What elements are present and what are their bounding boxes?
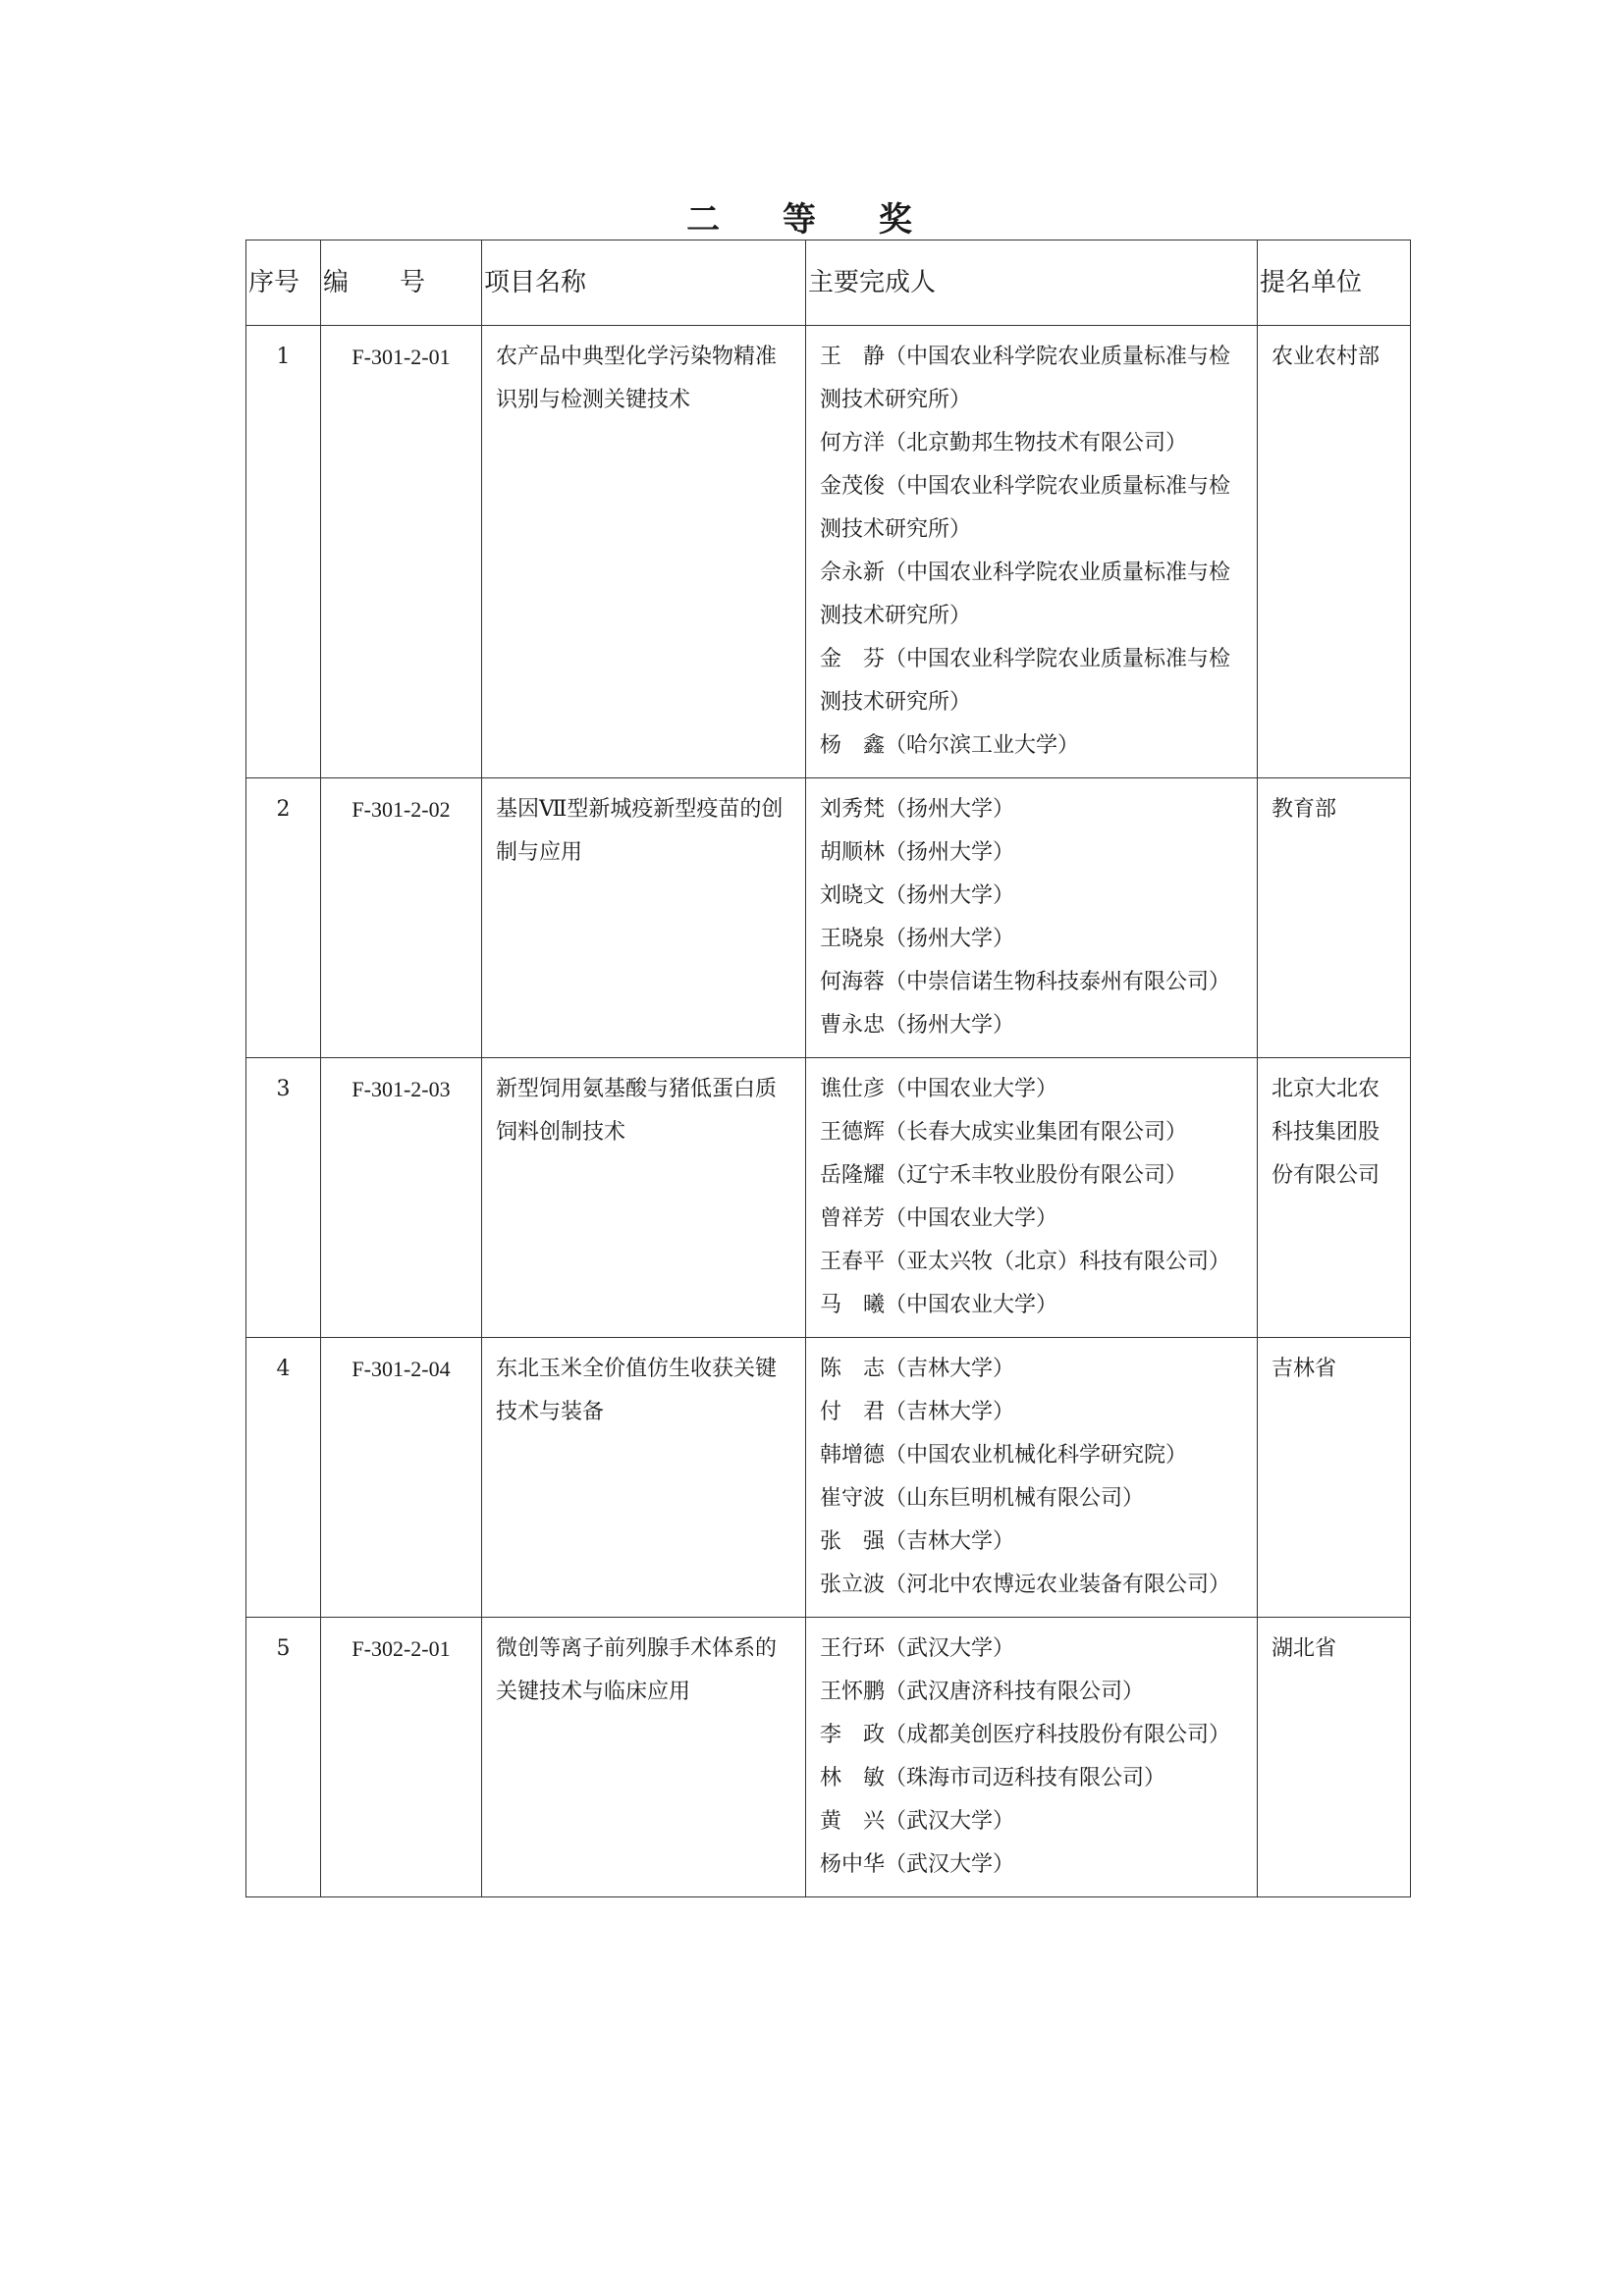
person-org: （长春大成实业集团有限公司） — [885, 1120, 1188, 1145]
person-org: （吉林大学） — [885, 1529, 1015, 1554]
person-org: （武汉大学） — [885, 1809, 1015, 1834]
person-name: 岳隆耀 — [820, 1163, 886, 1188]
row-unit: 教育部 — [1258, 778, 1411, 1058]
person-entry — [820, 1477, 1251, 1521]
row-code: F-302-2-01 — [321, 1618, 482, 1897]
row-seq: 2 — [246, 778, 321, 1058]
person-name: 李 政 — [820, 1723, 886, 1747]
row-project: 东北玉米全价值仿生收获关键技术与装备 — [482, 1338, 806, 1618]
person-entry — [820, 724, 1251, 768]
person-org: （中国农业大学） — [885, 1077, 1058, 1101]
person-org: （中国农业科学院农业质量标准与检测技术研究所） — [820, 647, 1231, 715]
row-code: F-301-2-04 — [321, 1338, 482, 1618]
person-org: （珠海市司迈科技有限公司） — [885, 1766, 1166, 1790]
person-org: （吉林大学） — [885, 1400, 1015, 1424]
person-org: （扬州大学） — [885, 1013, 1015, 1038]
row-seq: 3 — [246, 1058, 321, 1338]
person-name: 王 静 — [820, 345, 886, 369]
person-entry — [820, 831, 1251, 875]
row-unit: 北京大北农科技集团股份有限公司 — [1258, 1058, 1411, 1338]
person-name: 杨中华 — [820, 1852, 886, 1877]
person-org: （武汉唐济科技有限公司） — [885, 1680, 1145, 1704]
person-entry — [820, 422, 1251, 465]
person-entry — [820, 552, 1251, 638]
person-name: 胡顺林 — [820, 840, 886, 865]
row-code: F-301-2-01 — [321, 326, 482, 778]
person-org: （哈尔滨工业大学） — [885, 733, 1080, 758]
row-code: F-301-2-03 — [321, 1058, 482, 1338]
person-org: （北京勤邦生物技术有限公司） — [885, 431, 1188, 455]
person-entry — [820, 1348, 1251, 1391]
person-entry — [820, 788, 1251, 831]
row-people — [806, 778, 1258, 1058]
person-name: 刘晓文 — [820, 883, 886, 908]
person-entry — [820, 1004, 1251, 1047]
person-entry — [820, 1284, 1251, 1327]
row-people — [806, 326, 1258, 778]
person-entry — [820, 918, 1251, 961]
person-name: 谯仕彦 — [820, 1077, 886, 1101]
award-table — [245, 240, 1411, 1897]
person-name: 曹永忠 — [820, 1013, 886, 1038]
row-people — [806, 1338, 1258, 1618]
person-name: 王行环 — [820, 1636, 886, 1661]
table-row — [246, 1618, 1411, 1897]
person-entry — [820, 1843, 1251, 1887]
person-org: （扬州大学） — [885, 883, 1015, 908]
header-project: 项目名称 — [482, 240, 806, 326]
person-org: （吉林大学） — [885, 1357, 1015, 1381]
table-row — [246, 326, 1411, 778]
person-org: （中崇信诺生物科技泰州有限公司） — [885, 970, 1231, 994]
row-project: 微创等离子前列腺手术体系的关键技术与临床应用 — [482, 1618, 806, 1897]
row-people — [806, 1618, 1258, 1897]
person-entry — [820, 1671, 1251, 1714]
row-seq: 4 — [246, 1338, 321, 1618]
person-entry — [820, 336, 1251, 422]
header-code: 编 号 — [321, 240, 482, 326]
person-name: 王德辉 — [820, 1120, 886, 1145]
header-unit: 提名单位 — [1258, 240, 1411, 326]
page-title: 二 等 奖 — [686, 200, 938, 240]
person-entry — [820, 1111, 1251, 1154]
person-org: （辽宁禾丰牧业股份有限公司） — [885, 1163, 1188, 1188]
person-entry — [820, 875, 1251, 918]
row-unit: 湖北省 — [1258, 1618, 1411, 1897]
person-org: （扬州大学） — [885, 797, 1015, 822]
row-unit: 农业农村部 — [1258, 326, 1411, 778]
table-row — [246, 778, 1411, 1058]
person-name: 何方洋 — [820, 431, 886, 455]
row-project: 基因Ⅶ型新城疫新型疫苗的创制与应用 — [482, 778, 806, 1058]
person-entry — [820, 1757, 1251, 1800]
person-entry — [820, 1564, 1251, 1607]
person-org: （武汉大学） — [885, 1636, 1015, 1661]
person-entry — [820, 465, 1251, 552]
person-name: 刘秀梵 — [820, 797, 886, 822]
person-entry — [820, 1198, 1251, 1241]
person-name: 王怀鹏 — [820, 1680, 886, 1704]
person-name: 韩增德 — [820, 1443, 886, 1468]
person-org: （中国农业大学） — [885, 1206, 1058, 1231]
table-row — [246, 1058, 1411, 1338]
person-entry — [820, 1521, 1251, 1564]
person-org: （中国农业大学） — [885, 1293, 1058, 1317]
table-header-row — [246, 240, 1411, 326]
person-name: 佘永新 — [820, 561, 886, 585]
person-org: （中国农业科学院农业质量标准与检测技术研究所） — [820, 345, 1231, 412]
person-org: （河北中农博远农业装备有限公司） — [885, 1573, 1231, 1597]
row-project: 农产品中典型化学污染物精准识别与检测关键技术 — [482, 326, 806, 778]
person-name: 黄 兴 — [820, 1809, 886, 1834]
table-row — [246, 1338, 1411, 1618]
person-name: 曾祥芳 — [820, 1206, 886, 1231]
person-name: 杨 鑫 — [820, 733, 886, 758]
person-org: （扬州大学） — [885, 840, 1015, 865]
person-org: （扬州大学） — [885, 927, 1015, 951]
person-name: 金 芬 — [820, 647, 886, 671]
header-people: 主要完成人 — [806, 240, 1258, 326]
person-entry — [820, 1714, 1251, 1757]
person-name: 付 君 — [820, 1400, 886, 1424]
person-name: 王晓泉 — [820, 927, 886, 951]
person-name: 林 敏 — [820, 1766, 886, 1790]
person-name: 何海蓉 — [820, 970, 886, 994]
row-seq: 5 — [246, 1618, 321, 1897]
person-name: 崔守波 — [820, 1486, 886, 1511]
person-entry — [820, 1391, 1251, 1434]
person-org: （亚太兴牧（北京）科技有限公司） — [885, 1250, 1231, 1274]
person-name: 张立波 — [820, 1573, 886, 1597]
row-seq: 1 — [246, 326, 321, 778]
person-name: 陈 志 — [820, 1357, 886, 1381]
person-entry — [820, 1241, 1251, 1284]
person-entry — [820, 961, 1251, 1004]
person-org: （武汉大学） — [885, 1852, 1015, 1877]
person-org: （山东巨明机械有限公司） — [885, 1486, 1145, 1511]
person-org: （中国农业机械化科学研究院） — [885, 1443, 1188, 1468]
row-unit: 吉林省 — [1258, 1338, 1411, 1618]
person-entry — [820, 1068, 1251, 1111]
row-project: 新型饲用氨基酸与猪低蛋白质饲料创制技术 — [482, 1058, 806, 1338]
header-seq: 序号 — [246, 240, 321, 326]
person-entry — [820, 1628, 1251, 1671]
person-name: 张 强 — [820, 1529, 886, 1554]
person-entry — [820, 638, 1251, 724]
person-entry — [820, 1154, 1251, 1198]
person-entry — [820, 1434, 1251, 1477]
person-org: （中国农业科学院农业质量标准与检测技术研究所） — [820, 561, 1231, 628]
person-org: （成都美创医疗科技股份有限公司） — [885, 1723, 1231, 1747]
person-entry — [820, 1800, 1251, 1843]
row-people — [806, 1058, 1258, 1338]
row-code: F-301-2-02 — [321, 778, 482, 1058]
person-name: 王春平 — [820, 1250, 886, 1274]
person-name: 马 曦 — [820, 1293, 886, 1317]
person-name: 金茂俊 — [820, 474, 886, 499]
person-org: （中国农业科学院农业质量标准与检测技术研究所） — [820, 474, 1231, 542]
